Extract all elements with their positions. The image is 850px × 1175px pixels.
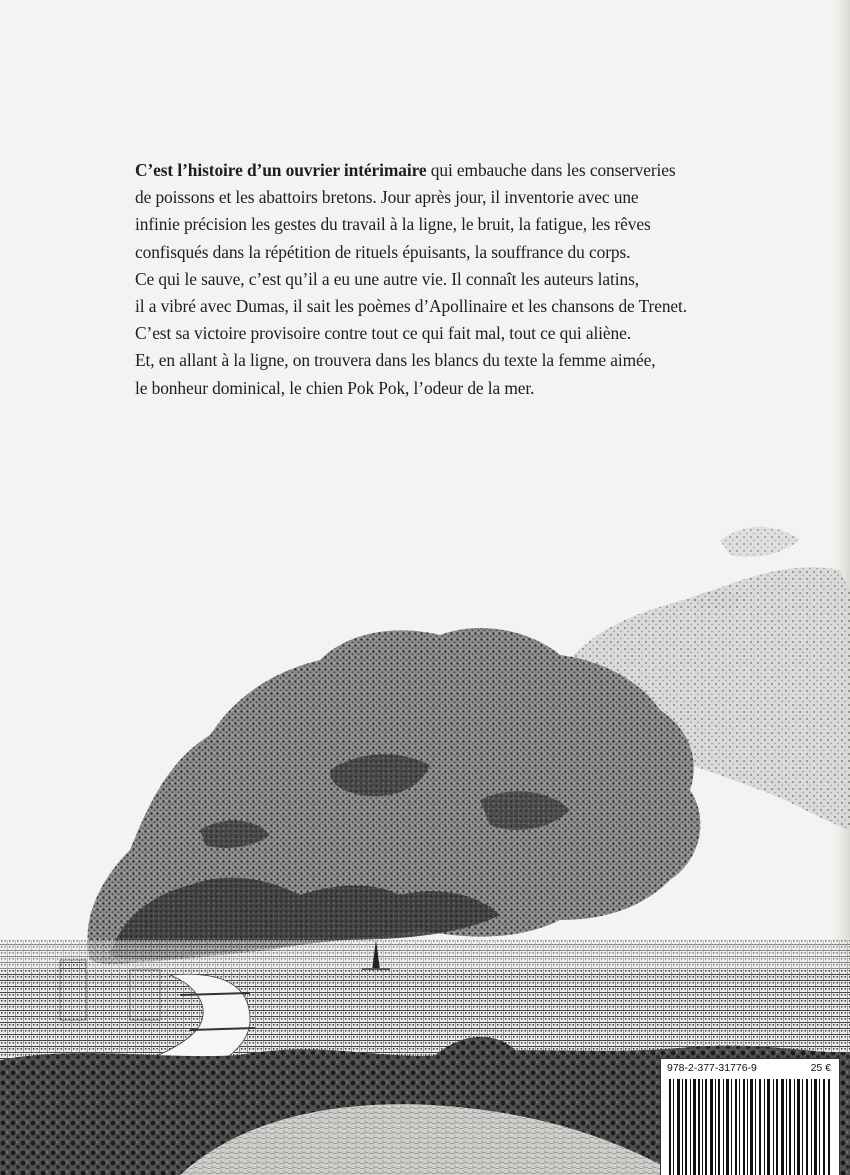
isbn-number: 978-2-377-31776-9	[667, 1062, 757, 1074]
blurb-line-rest: qui embauche dans les conserveries	[426, 160, 676, 180]
tower-block	[130, 970, 160, 1020]
blurb-line: infinie précision les gestes du travail à la ligne, le bruit, la fatigue, les rêves	[135, 214, 651, 235]
back-cover-blurb	[135, 157, 755, 402]
blurb-lead: C’est l’histoire d’un ouvrier intérimaire	[135, 160, 427, 180]
blurb-line: Ce qui le sauve, c’est qu’il a eu une autre vie. Il connaît les auteurs latins,	[135, 268, 639, 289]
blurb-line: C’est sa victoire provisoire contre tout ce qui fait mal, tout ce qui aliène.	[135, 323, 631, 344]
blurb-line: confisqués dans la répétition de rituels épuisants, la souffrance du corps.	[135, 241, 631, 262]
blurb-line: de poissons et les abattoirs bretons. Jour après jour, il inventorie avec une	[135, 187, 639, 208]
barcode-label	[660, 1058, 840, 1175]
barcode-icon	[669, 1079, 831, 1175]
blurb-line: il a vibré avec Dumas, il sait les poèmes d’Apollinaire et les chansons de Trenet.	[135, 296, 688, 317]
blurb-line: Et, en allant à la ligne, on trouvera dans les blancs du texte la femme aimée,	[135, 350, 656, 371]
smoke-wisp	[720, 527, 800, 557]
tower-block	[60, 960, 86, 1020]
blurb-line: le bonheur dominical, le chien Pok Pok, l’odeur de la mer.	[135, 377, 535, 398]
blurb-line	[135, 157, 755, 184]
price: 25 €	[810, 1062, 831, 1074]
